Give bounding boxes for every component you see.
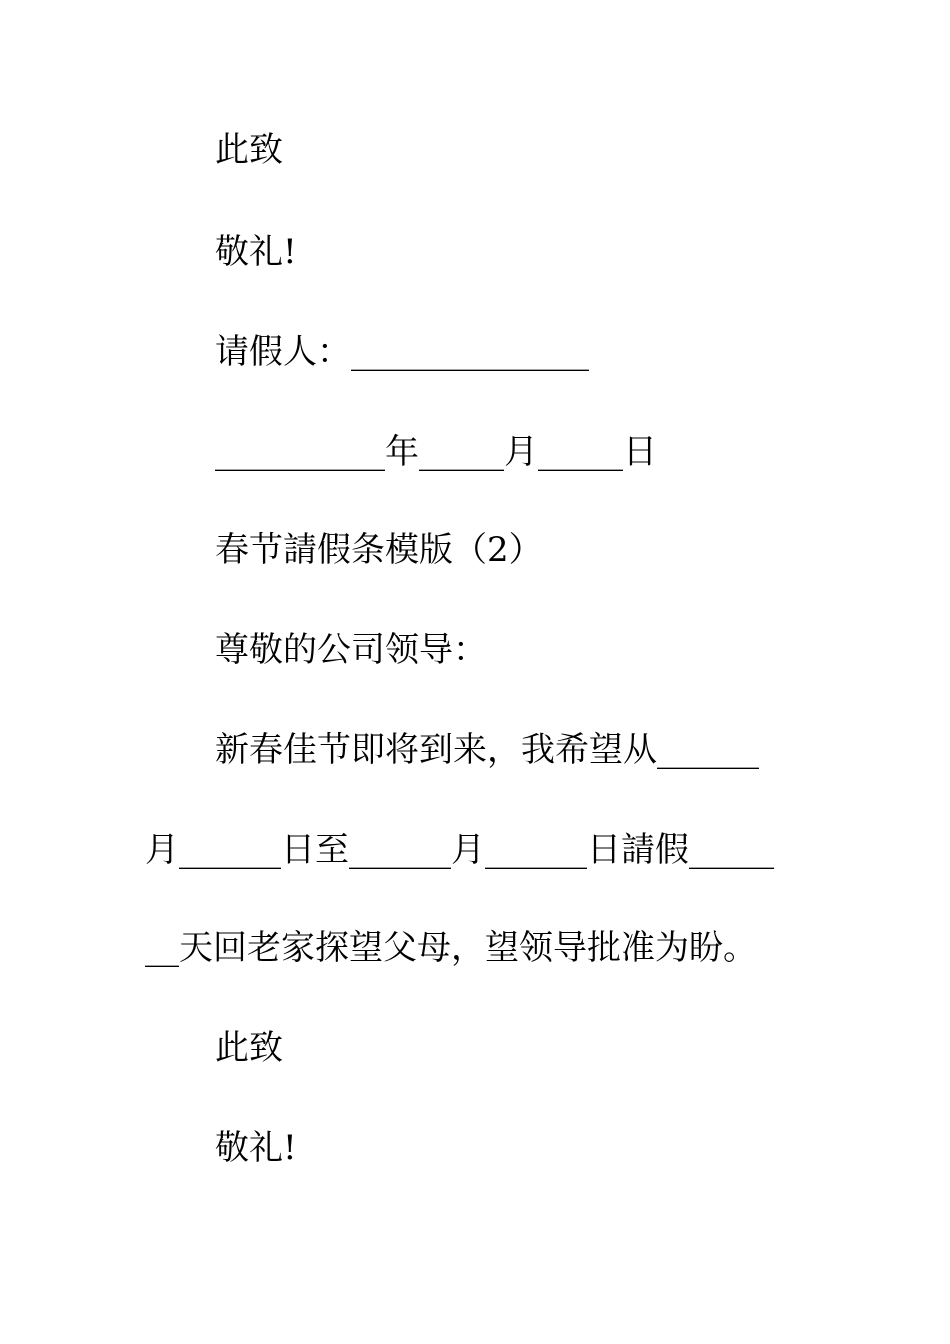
recipient-greeting: 尊敬的公司领导： <box>215 630 487 670</box>
body-paragraph-line-3: __天回老家探望父母，望领导批准为盼。 <box>145 928 757 968</box>
date-line: __________年_____月_____日 <box>215 432 657 472</box>
respect-closing-2: 敬礼! <box>215 1128 297 1168</box>
template-heading: 春节請假条模版（2） <box>215 530 543 570</box>
body-paragraph-line-2: 月______日至______月______日請假_____ <box>145 830 774 870</box>
body-paragraph-line-1: 新春佳节即将到来，我希望从______ <box>215 730 759 770</box>
closing-salutation-2: 此致 <box>215 1028 283 1068</box>
applicant-signature-line: 请假人：______________ <box>215 332 589 372</box>
respect-closing-1: 敬礼! <box>215 232 297 272</box>
closing-salutation-1: 此致 <box>215 130 283 170</box>
